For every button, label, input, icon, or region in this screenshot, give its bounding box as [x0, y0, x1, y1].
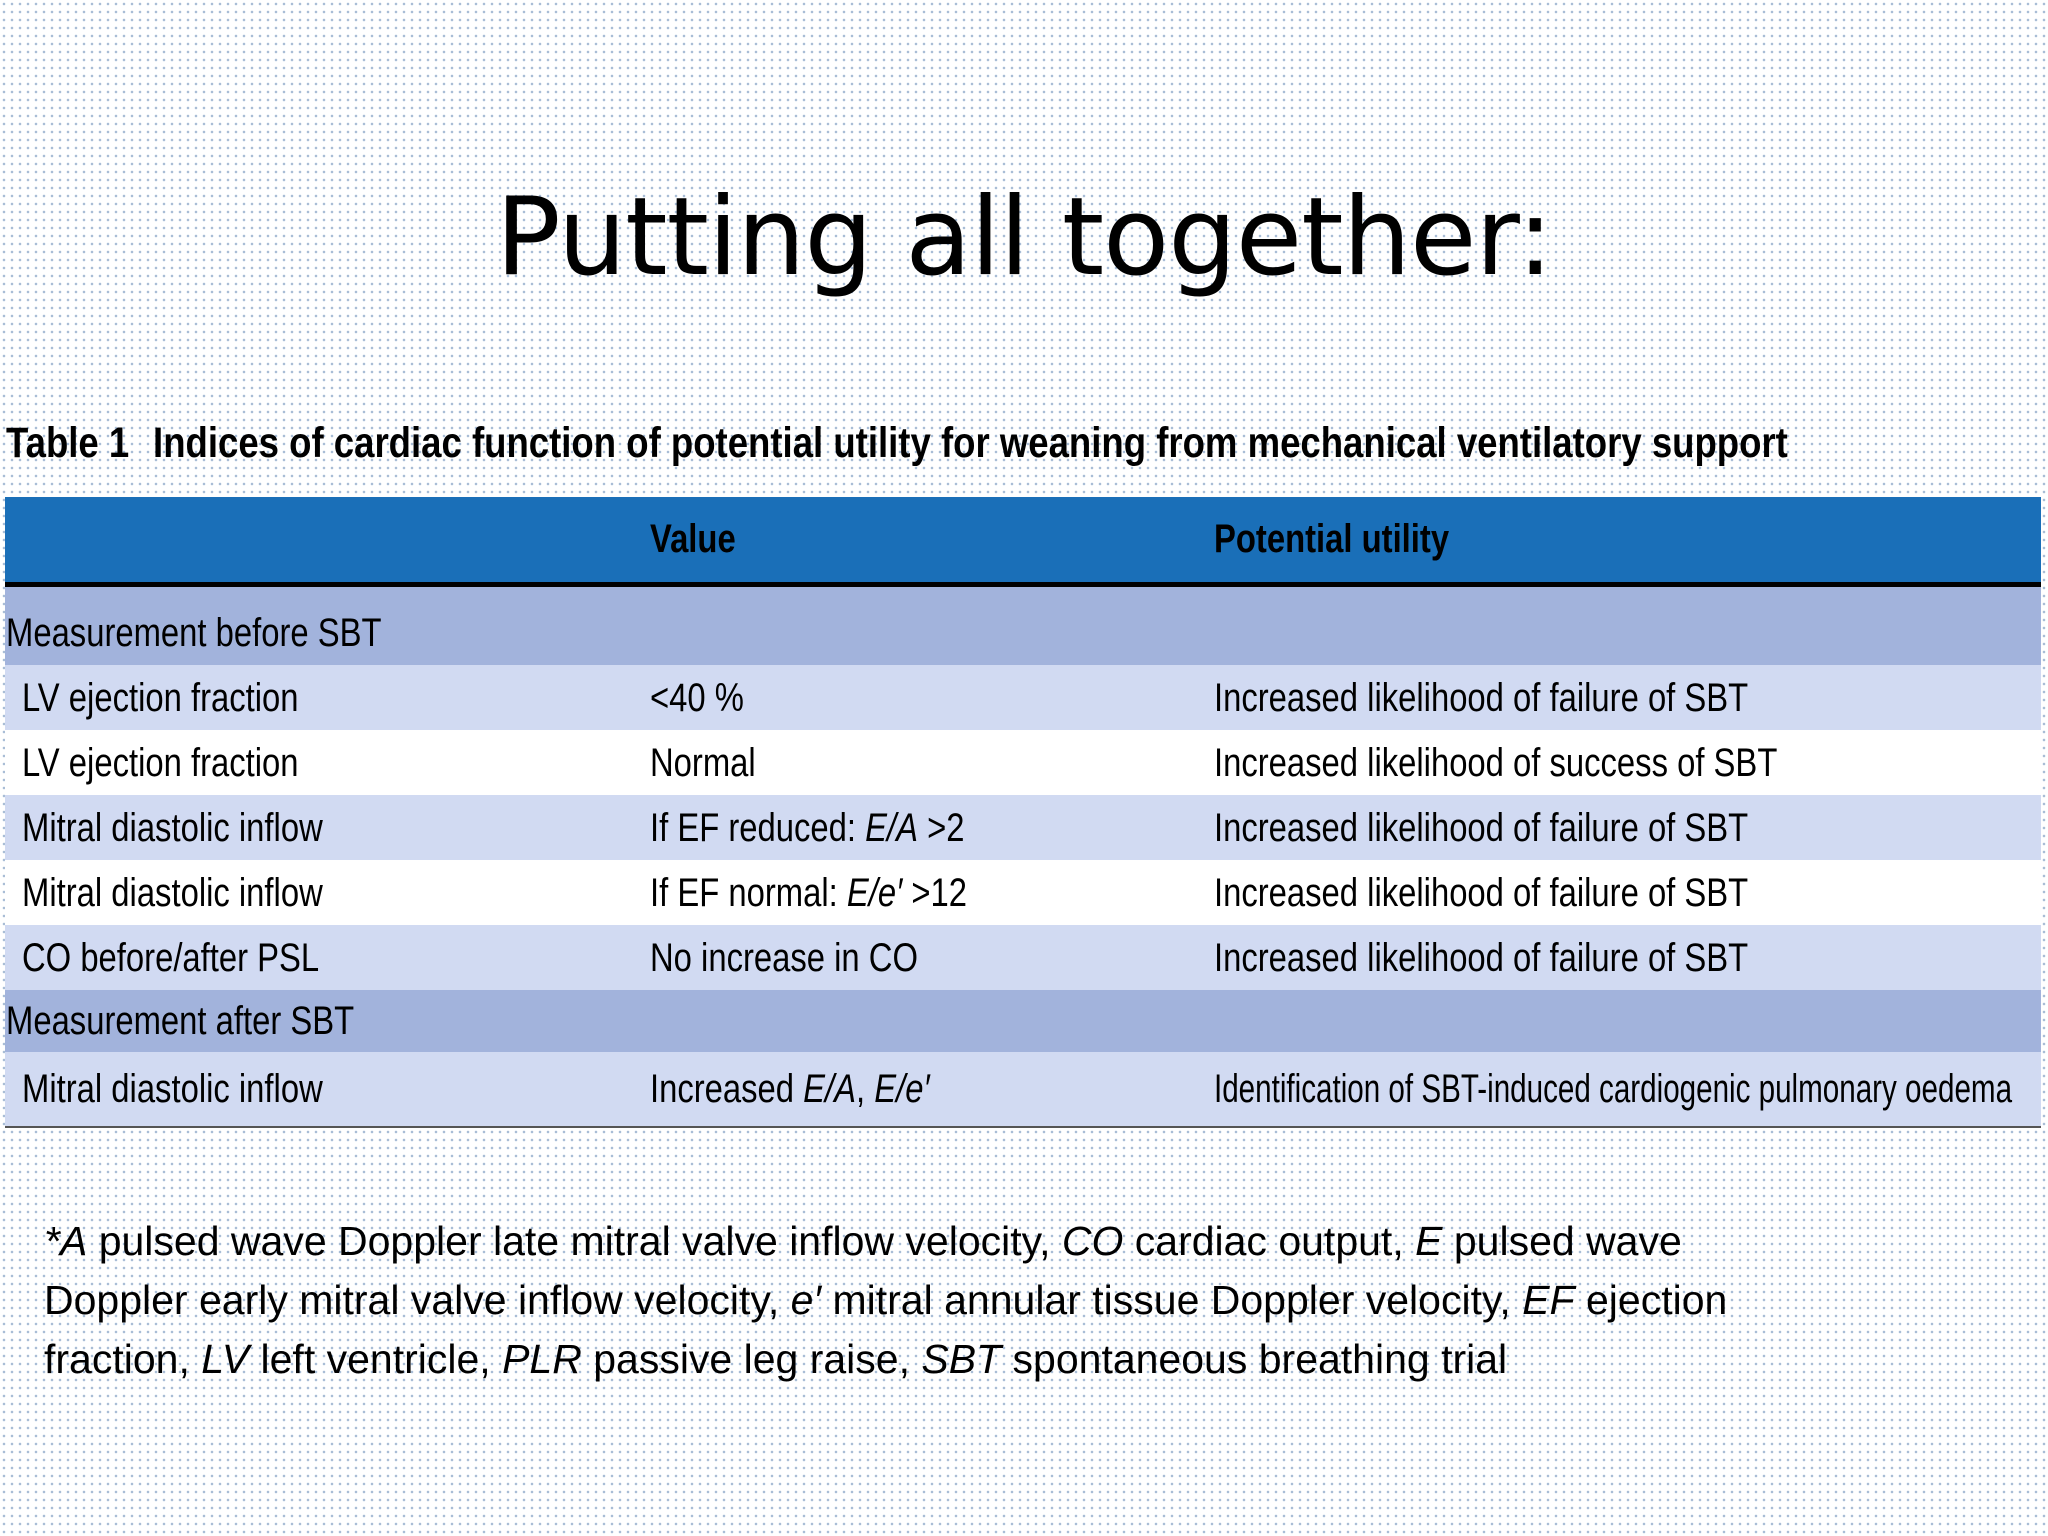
section-row-after-sbt: [5, 990, 2041, 1052]
table-row: [5, 665, 2041, 730]
table-header-row: [5, 497, 2041, 584]
header-potential-utility: Potential utility: [1214, 517, 1450, 562]
utility-cell: Increased likelihood of failure of SBT: [1214, 935, 1749, 980]
table-row: [5, 860, 2041, 925]
header-index: [5, 497, 648, 584]
index-cell: Mitral diastolic inflow: [22, 805, 323, 850]
index-cell: LV ejection fraction: [22, 740, 299, 785]
utility-cell: Increased likelihood of failure of SBT: [1214, 675, 1749, 720]
utility-cell: Increased likelihood of failure of SBT: [1214, 870, 1749, 915]
index-cell: Mitral diastolic inflow: [22, 1067, 323, 1111]
cardiac-indices-table: [5, 497, 2041, 1128]
utility-cell: Identification of SBT-induced cardiogenic pulmonary oedema: [1214, 1067, 2013, 1111]
table-caption: [6, 418, 1788, 468]
index-cell: CO before/after PSL: [22, 935, 320, 980]
section-row-before-sbt: [5, 584, 2041, 665]
header-value: Value: [650, 517, 736, 562]
abbreviations-footnote: [44, 1212, 1984, 1389]
value-cell: Normal: [650, 740, 756, 785]
table-row: [5, 730, 2041, 795]
footnote-line: Doppler early mitral valve inflow velocity, e′ mitral annular tissue Doppler velocity, EF ejection: [44, 1277, 1728, 1323]
footnote-line: *A pulsed wave Doppler late mitral valve inflow velocity, CO cardiac output, E pulsed wave: [44, 1218, 1682, 1264]
index-cell: Mitral diastolic inflow: [22, 870, 323, 915]
section-label: Measurement after SBT: [6, 999, 355, 1043]
table-row: [5, 925, 2041, 990]
utility-cell: Increased likelihood of failure of SBT: [1214, 805, 1749, 850]
value-cell: If EF normal: E/e′ >12: [650, 870, 967, 915]
value-cell: No increase in CO: [650, 935, 918, 980]
footnote-line: fraction, LV left ventricle, PLR passive leg raise, SBT spontaneous breathing trial: [44, 1336, 1508, 1382]
table-caption-label: Table 1: [6, 419, 130, 467]
value-cell: If EF reduced: E/A >2: [650, 805, 965, 850]
value-cell: <40 %: [650, 675, 744, 720]
table-caption-text: Indices of cardiac function of potential utility for weaning from mechanical ventilatory support: [153, 419, 1788, 467]
value-cell: Increased E/A, E/e′: [650, 1067, 930, 1111]
table-row: [5, 1052, 2041, 1127]
index-cell: LV ejection fraction: [22, 675, 299, 720]
section-label: Measurement before SBT: [6, 611, 382, 655]
slide-title: Putting all together:: [495, 175, 1553, 300]
utility-cell: Increased likelihood of success of SBT: [1214, 740, 1778, 785]
table-row: [5, 795, 2041, 860]
